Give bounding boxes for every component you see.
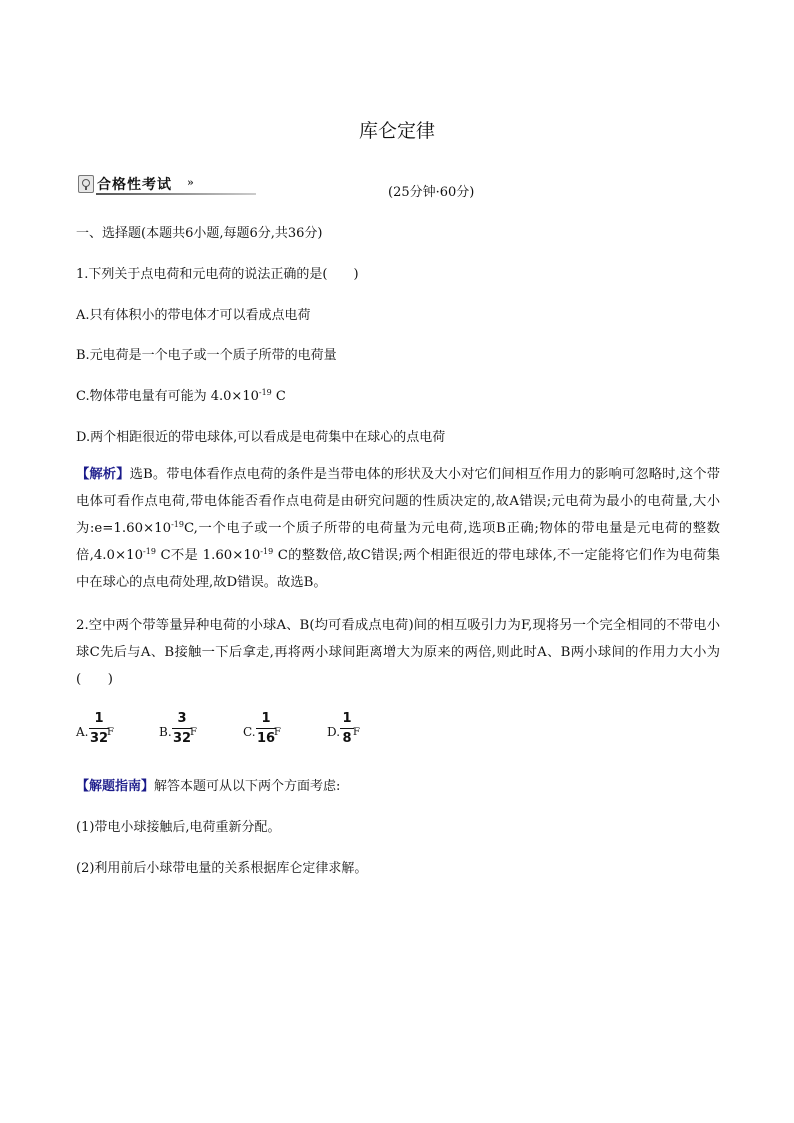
fraction-bar <box>256 728 276 729</box>
choice-label: D. <box>327 725 341 739</box>
denominator: 16 <box>256 731 276 746</box>
question-1-stem: 1.下列关于点电荷和元电荷的说法正确的是( ) <box>76 267 359 282</box>
analysis-text-4: C的整数倍,故C错误;两个相距很近的带电球体,不一定能将它们作为电荷集中在球心的点电荷处理,故D错误。故选B。 <box>76 548 720 590</box>
q1-option-b: B.元电荷是一个电子或一个质子所带的电荷量 <box>76 348 337 363</box>
choice-label: A. <box>76 725 89 739</box>
q1-option-a: A.只有体积小的带电体才可以看成点电荷 <box>76 308 311 323</box>
numerator: 1 <box>94 711 104 726</box>
q1-option-d: D.两个相距很近的带电球体,可以看成是电荷集中在球心的点电荷 <box>76 430 446 445</box>
section-header <box>78 173 258 195</box>
numerator: 3 <box>177 711 187 726</box>
q1-option-c <box>76 385 286 404</box>
lightbulb-icon <box>78 175 94 193</box>
q1-option-c-text: C.物体带电量有可能为 4.0×10 <box>76 389 259 404</box>
analysis-tag: 【解析】 <box>76 467 130 482</box>
section-label: 合格性考试 <box>97 177 172 193</box>
denominator: 32 <box>89 731 109 746</box>
q2-guide-point-1: (1)带电小球接触后,电荷重新分配。 <box>76 820 281 835</box>
fraction <box>89 710 109 747</box>
q1-option-c-unit: C <box>271 389 286 404</box>
fraction-bar <box>340 728 354 729</box>
q2-guide-point-2: (2)利用前后小球带电量的关系根据库仑定律求解。 <box>76 861 368 876</box>
guide-text: 解答本题可从以下两个方面考虑: <box>154 779 341 794</box>
time-score-note: (25分钟·60分) <box>388 185 475 200</box>
q2-guide <box>76 775 340 794</box>
q1-option-c-exponent: -19 <box>258 388 272 397</box>
q2-choices <box>76 710 396 754</box>
double-chevron-icon: » <box>187 176 194 189</box>
guide-tag: 【解题指南】 <box>76 779 155 794</box>
part-heading: 一、选择题(本题共6小题,每题6分,共36分) <box>76 226 323 241</box>
analysis-exponent-1: -19 <box>171 520 184 529</box>
unit: F <box>353 727 360 738</box>
fraction-bar <box>89 728 109 729</box>
analysis-text-2: C,一个电子或一个质子所带的电荷量为元电荷,选项B正确;物体的带电量是元电荷的整数倍,4.0×10 <box>76 521 720 563</box>
fraction <box>172 710 192 747</box>
analysis-exponent-2: -19 <box>143 547 156 556</box>
analysis-text-1: 选B。带电体看作点电荷的条件是当带电体的形状及大小对它们间相互作用力的影响可忽略时,这个带电体可看作点电荷,带电体能否看作点电荷是由研究问题的性质决定的,故A错误;元电荷为最小的电荷量,大小为:e=1.60×10 <box>76 467 720 536</box>
question-2-stem: 2.空中两个带等量异种电荷的小球A、B(均可看成点电荷)间的相互吸引力为F,现将另一个完全相同的不带电小球C先后与A、B接触一下后拿走,再将两小球间距离增大为原来的两倍,则此时A、B两小球间的作用力大小为( ) <box>76 618 720 687</box>
fraction <box>340 710 354 747</box>
choice-label: B. <box>159 725 172 739</box>
section-underline <box>96 193 256 195</box>
numerator: 1 <box>261 711 271 726</box>
q1-analysis <box>76 461 720 596</box>
denominator: 32 <box>172 731 192 746</box>
unit: F <box>107 727 114 738</box>
analysis-text-3: C不是 1.60×10 <box>155 548 261 563</box>
fraction <box>256 710 276 747</box>
choice-label: C. <box>243 725 256 739</box>
denominator: 8 <box>342 731 352 746</box>
page-title: 库仑定律 <box>358 120 435 142</box>
analysis-exponent-3: -19 <box>260 547 274 556</box>
numerator: 1 <box>342 711 352 726</box>
fraction-bar <box>172 728 192 729</box>
unit: F <box>274 727 281 738</box>
unit: F <box>190 727 197 738</box>
